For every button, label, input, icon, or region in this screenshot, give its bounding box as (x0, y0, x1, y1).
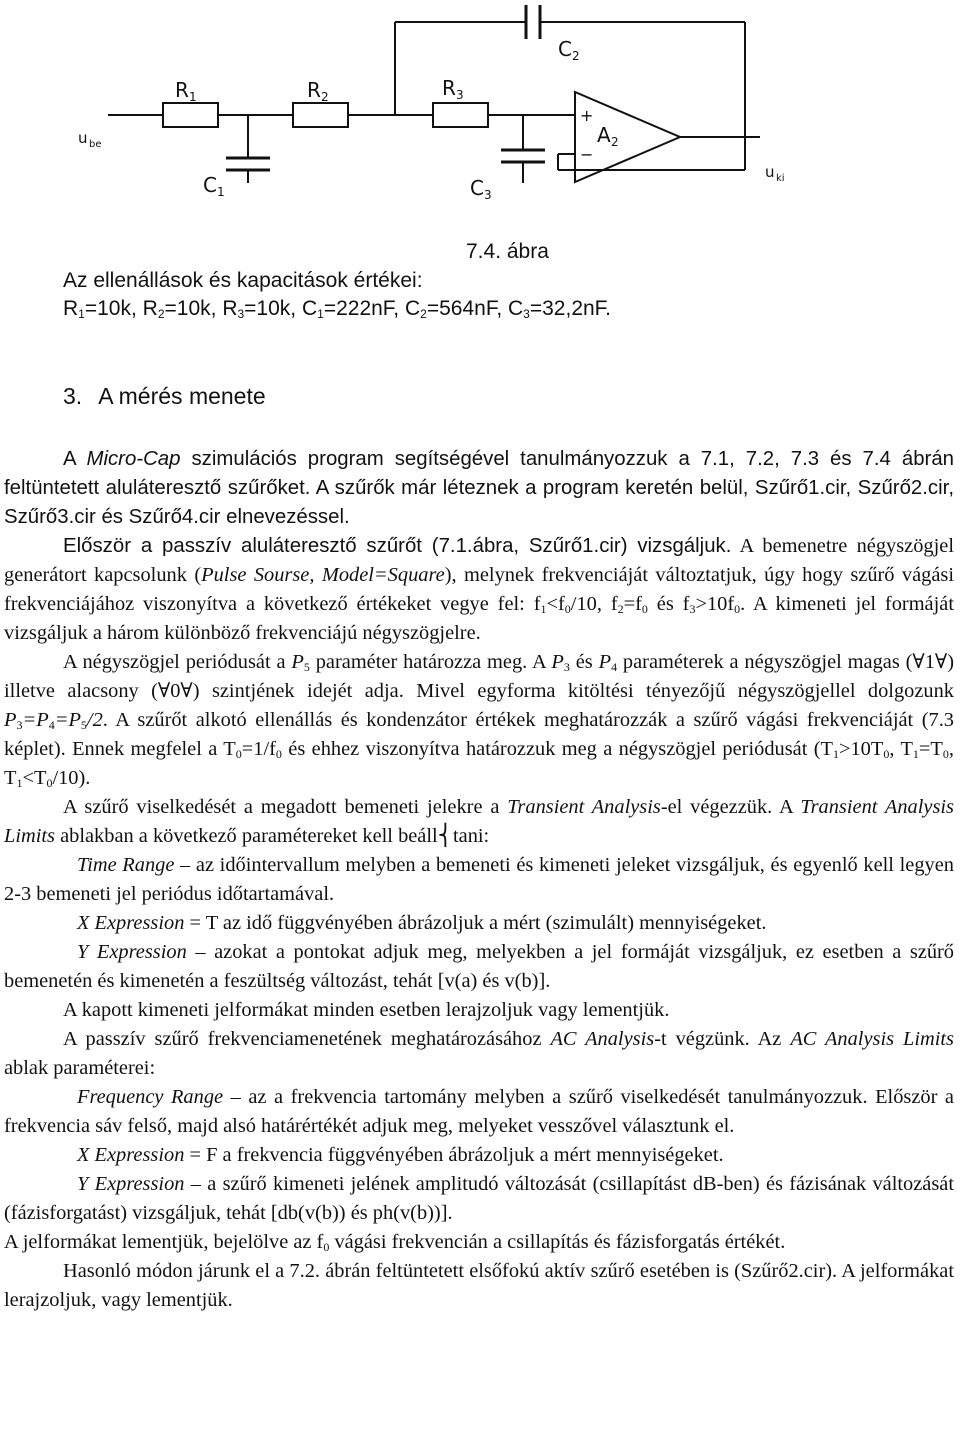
c2-label: C (558, 37, 572, 61)
section-heading (63, 383, 266, 410)
svg-text:1: 1 (189, 90, 197, 104)
component-values: $R_1=10k$, $R_2=10k$, $R_3=10k$, $C_1=222nF$, $C_2=564nF$, $C_3=32,2nF$. (63, 297, 612, 321)
paragraph-ac-analysis: A passzív szűrő frekvenciamenetének meghatározásához AC Analysis-t végzünk. Az AC Analysis Limits ablak paraméterei: (4, 1028, 954, 1079)
section-number: 3. (63, 383, 83, 409)
input-label: u (78, 129, 88, 147)
paragraph-frequency-range: Frequency Range – az a frekvencia tartomány melyben a szűrő viselkedését tanulmányozzuk. Először a frekvencia sáv felső, majd alsó határértékét adjuk meg, melyeket vesszővel választunk el. (4, 1086, 954, 1137)
svg-text:ki: ki (776, 173, 785, 184)
circuit-diagram (0, 0, 960, 235)
minus-input-sign: − (580, 145, 594, 164)
paragraph-save-waveforms: A kapott kimeneti jelformákat minden esetben lerajzoljuk vagy lementjük. (63, 999, 670, 1021)
figure-caption: 7.4. ábra (466, 240, 549, 263)
r2-label: R (307, 78, 321, 102)
paragraph-y-expression-ac: Y Expression – a szűrő kimeneti jelének amplitudó változását (csillapítást dB-ben) és fázisának változását (fázisforgatást) vizsgáljuk, tehát [db(v(b)) és ph(v(b))]. (4, 1173, 954, 1224)
paragraph-time-range: Time Range – az időintervallum melyben a bemeneti és kimeneti jeleket vizsgáljuk, és egyenlő kell legyen 2-3 bemeneti jel periódus időtartamával. (4, 854, 954, 905)
svg-text:2: 2 (611, 135, 619, 149)
paragraph-transient: A szűrő viselkedését a megadott bemeneti jelekre a Transient Analysis-el végezzük. A Transient Analysis Limits ablakban a következő paramétereket kell beáll⎨tani: (4, 796, 954, 847)
svg-text:be: be (89, 139, 102, 150)
c1-label: C (203, 173, 217, 197)
paragraph-y-expression: Y Expression – azokat a pontokat adjuk meg, melyekben a jel formáját vizsgáljuk, ez esetben a szűrő bemenetén és kimenetén a feszültség változást, tehát [v(a) és v(b)]. (4, 941, 955, 992)
svg-text:1: 1 (217, 185, 225, 199)
opamp-label: A (597, 123, 611, 147)
svg-text:2: 2 (572, 49, 580, 63)
paragraph-period: A négyszögjel periódusát a $P_5$ paraméter határozza meg. A $P_3$ és $P_4$ paraméterek a négyszögjel magas (∀1∀) illetve alacsony (∀0∀) szintjének idejét adja. Mivel egyforma kitöltési tényezőjű négyszögjellel dolgozunk $P_3=P_4=P_5/2$. A szűrőt alkotó ellenállás és kondenzátor értékek meghatározzák a szűrő vágási frekvenciáját (7.3 képlet). Ennek megfelel a $T_0=1/f_0$ és ehhez viszonyítva határozzuk meg a négyszögjel periódusát ($T_1>10T_0$, $T_1=T_0$, $T_1<T_0/10$). (4, 651, 954, 790)
svg-text:3: 3 (456, 88, 464, 102)
svg-text:3: 3 (484, 188, 492, 202)
r3-label: R (442, 76, 456, 100)
paragraph-active-filter: Hasonló módon járunk el a 7.2. ábrán feltüntetett elsőfokú aktív szűrő esetében is (Szűrő2.cir). A jelformákat lerajzoljuk, vagy lementjük. (4, 1260, 954, 1311)
paragraph-passive-filter: Először a passzív aluláteresztő szűrőt (7.1.ábra, Szűrő1.cir) vizsgáljuk. A bemenetre négyszögjel generátort kapcsolunk (Pulse Sourse, Model=Square), melynek frekvenciáját változtatjuk, úgy hogy szűrő vágási frekvenciájához viszonyítva a következő értékeket vegye fel: $f_1<f_0/10$, $f_2=f_0$ és $f_3>10f_0$. A kimeneti jel formáját vizsgáljuk a három különböző frekvenciájú négyszögjelre. (4, 535, 954, 644)
body-text (4, 445, 954, 1315)
output-label: u (765, 163, 775, 181)
paragraph-save-cutoff: A jelformákat lementjük, bejelölve az $f_0$ vágási frekvencián a csillapítás és fázisforgatás értékét. (4, 1231, 786, 1254)
resistor-r3 (433, 103, 488, 127)
paragraph-x-expression-ac: X Expression = F a frekvencia függvényében ábrázoljuk a mért mennyiségeket. (77, 1144, 724, 1166)
c3-label: C (470, 176, 484, 200)
section-title: A mérés menete (98, 383, 266, 409)
plus-input-sign: + (580, 106, 594, 125)
resistor-r1 (163, 103, 218, 127)
paragraph-intro: A Micro-Cap szimulációs program segítségével tanulmányozzuk a 7.1, 7.2, 7.3 és 7.4 ábrán feltüntetett aluláteresztő szűrőket. A szűrők már léteznek a program keretén belül, Szűrő1.cir, Szűrő2.cir, Szűrő3.cir és Szűrő4.cir elnevezéssel. (4, 448, 955, 528)
svg-text:2: 2 (321, 90, 329, 104)
paragraph-x-expression: X Expression = T az idő függvényében ábrázoljuk a mért (szimulált) mennyiségeket. (77, 912, 767, 934)
resistor-r2 (293, 103, 348, 127)
r1-label: R (175, 78, 189, 102)
values-title: Az ellenállások és kapacitások értékei: (63, 269, 423, 292)
